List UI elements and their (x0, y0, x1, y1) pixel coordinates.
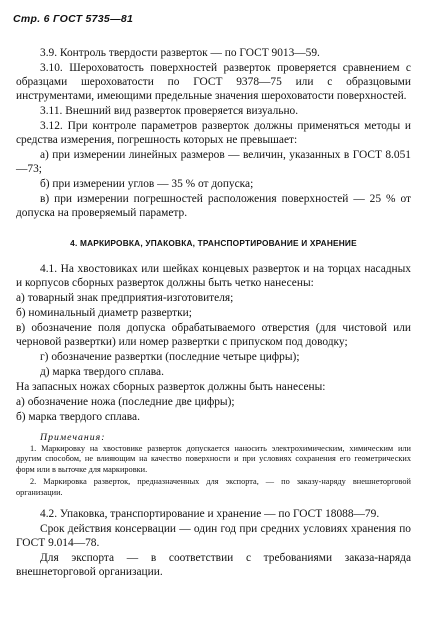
notes-title: Примечания: (40, 432, 106, 443)
paragraph-3-12: 3.12. При контроле параметров разверток должны применяться методы и средства измерения, погрешность которых не превышает: (16, 120, 411, 146)
note-2: 2. Маркировка разверток, предназначенных для экспорта, — по заказу-наряду внешнеторговой организации. (16, 477, 411, 497)
paragraph-3-9: 3.9. Контроль твердости разверток — по ГОСТ 9013—59. (40, 47, 320, 59)
section-4-title: 4. МАРКИРОВКА, УПАКОВКА, ТРАНСПОРТИРОВАНИЕ И ХРАНЕНИЕ (70, 238, 357, 248)
page-content (16, 46, 411, 580)
knife-item-a: а) обозначение ножа (последние две цифры); (16, 396, 235, 408)
export-requirements: Для экспорта — в соответствии с требованиями заказа-наряда внешнеторговой организации. (16, 552, 411, 579)
paragraph-4-1: 4.1. На хвостовиках или шейках концевых разверток и на торцах насадных и корпусов сборных разверток должны быть четко нанесены: (16, 263, 411, 289)
marking-item-g: г) обозначение развертки (последние четыре цифры); (40, 351, 300, 363)
knives-marking-intro: На запасных ножах сборных разверток должны быть нанесены: (16, 381, 326, 393)
item-v-position: в) при измерении погрешностей расположения поверхностей — 25 % от допуска на проверяемый параметр. (16, 193, 411, 219)
item-a-linear: а) при измерении линейных размеров — величин, указанных в ГОСТ 8.051—73; (16, 149, 411, 175)
conservation-period: Срок действия консервации — один год при средних условиях хранения по ГОСТ 9.014—78. (16, 523, 411, 550)
page-header: Стр. 6 ГОСТ 5735—81 (13, 13, 134, 25)
marking-item-d: д) марка твердого сплава. (40, 366, 164, 378)
marking-item-a: а) товарный знак предприятия-изготовителя; (16, 292, 234, 304)
paragraph-3-11: 3.11. Внешний вид разверток проверяется визуально. (40, 105, 299, 117)
marking-item-b: б) номинальный диаметр развертки; (16, 307, 192, 319)
note-1: 1. Маркировку на хвостовике разверток допускается наносить электрохимическим, химическим или другим способом, не влияющим на качество поверхности и при условиях сохранения его геометрических форм или в выточке для маркировки. (16, 444, 411, 474)
paragraph-4-2: 4.2. Упаковка, транспортирование и хранение — по ГОСТ 18088—79. (40, 508, 380, 521)
marking-item-v: в) обозначение поля допуска обрабатываемого отверстия (для чистовой или черновой развертки) или номер развертки с припуском под доводку; (16, 322, 411, 348)
item-b-angles: б) при измерении углов — 35 % от допуска; (40, 178, 254, 190)
paragraph-3-10: 3.10. Шероховатость поверхностей разверток проверяется сравнением с образцами шероховатости по ГОСТ 9378—75 или с образцовыми инструментами, имеющими предельные значения шероховатости поверхностей. (16, 62, 411, 102)
knife-item-b: б) марка твердого сплава. (16, 411, 140, 423)
spacer (16, 500, 411, 507)
